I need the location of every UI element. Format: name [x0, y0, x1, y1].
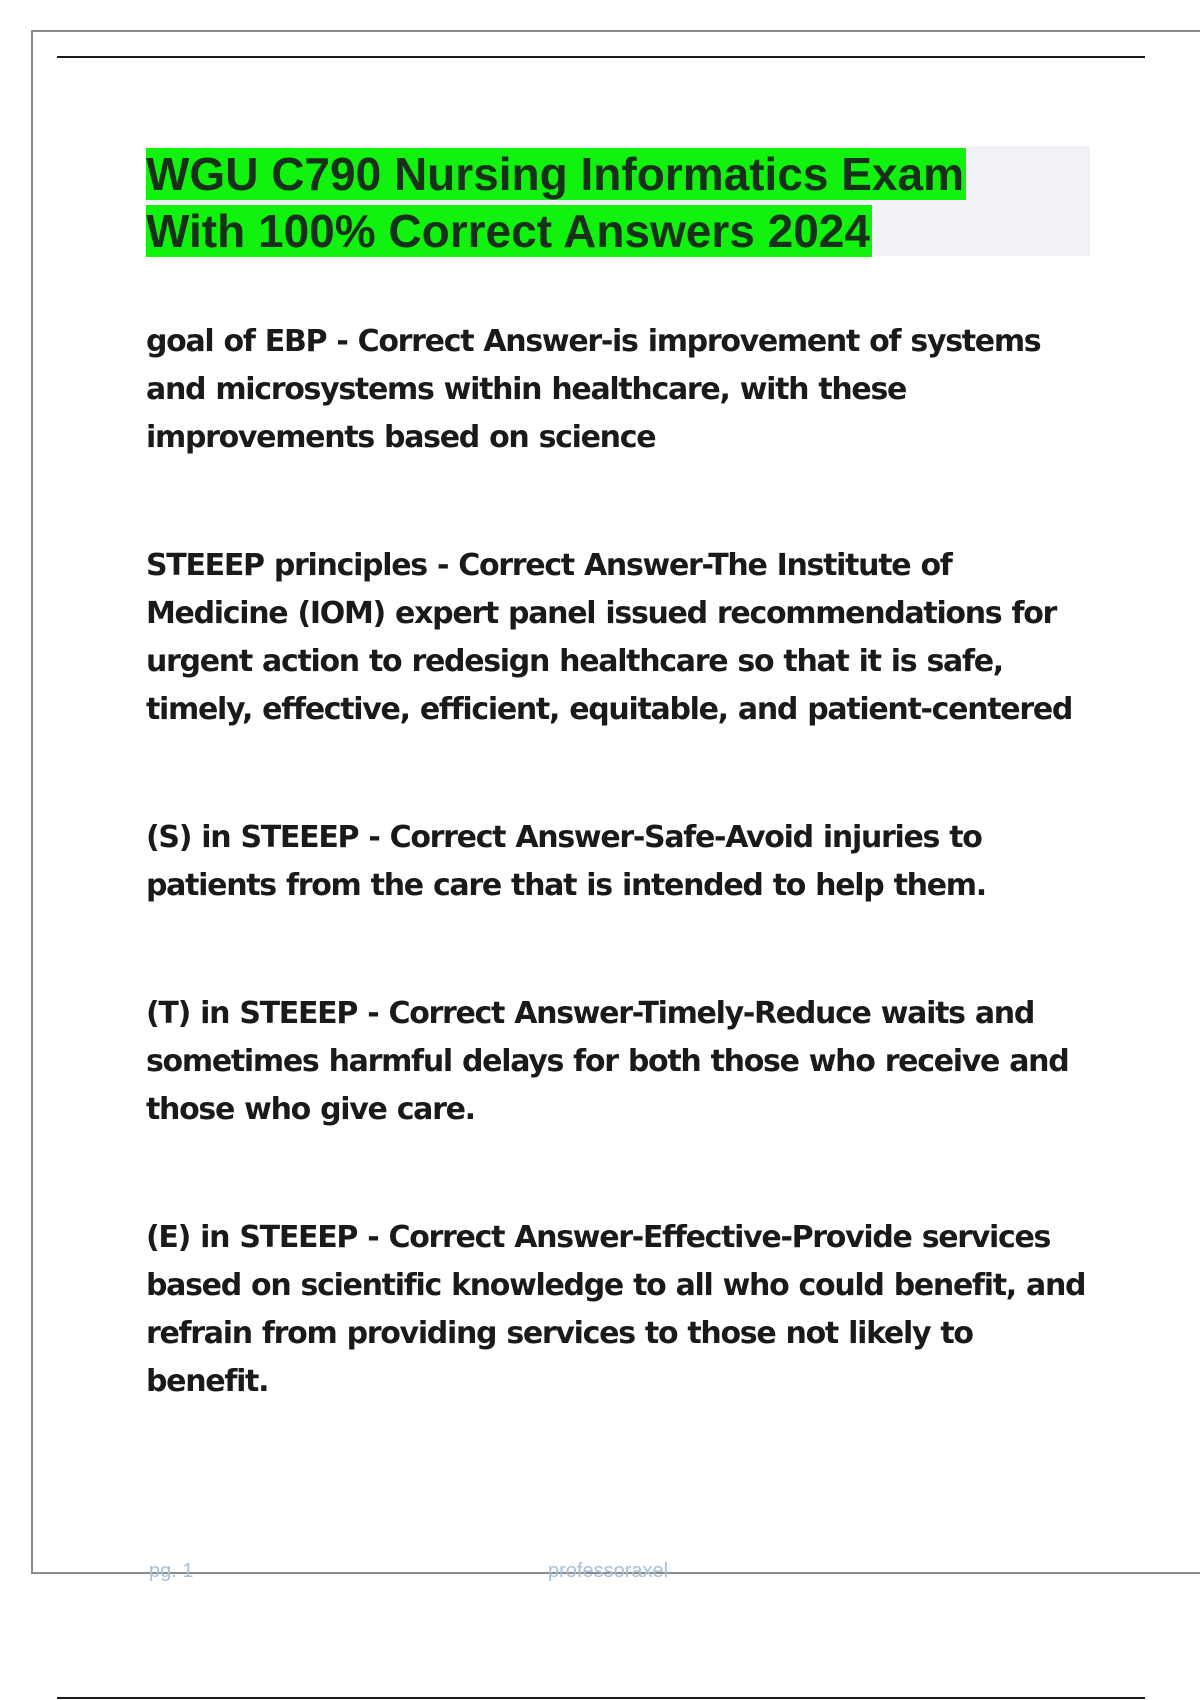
bottom-rule [57, 1697, 1145, 1699]
qa-entry-steeep-principles: STEEEP principles - Correct Answer-The Institute of Medicine (IOM) expert panel issued recommendations for urgent action to redesign healthcare so that it is safe, timely, effective, efficient, equitable, and patient-centered [146, 548, 1073, 727]
title-line-2: With 100% Correct Answers 2024 [146, 205, 870, 257]
qa-entry-steeep-timely: (T) in STEEEP - Correct Answer-Timely-Reduce waits and sometimes harmful delays for both those who receive and those who give care. [146, 996, 1069, 1127]
footer-author: professoraxel [548, 1560, 669, 1582]
qa-entry-steeep-effective: (E) in STEEEP - Correct Answer-Effective-Provide services based on scientific knowledge to all who could benefit, and refrain from providing services to those not likely to benefit. [146, 1220, 1086, 1399]
title-line-1: WGU C790 Nursing Informatics Exam [146, 148, 964, 200]
qa-entry-steeep-safe: (S) in STEEEP - Correct Answer-Safe-Avoid injuries to patients from the care that is intended to help them. [146, 820, 986, 903]
top-rule [57, 56, 1145, 58]
qa-entry-goal-of-ebp: goal of EBP - Correct Answer-is improvement of systems and microsystems within healthcare, with these improvements based on science [146, 324, 1041, 455]
title-block [146, 146, 1090, 256]
footer-page-number: pg. 1 [149, 1560, 194, 1582]
document-title [146, 146, 1090, 260]
